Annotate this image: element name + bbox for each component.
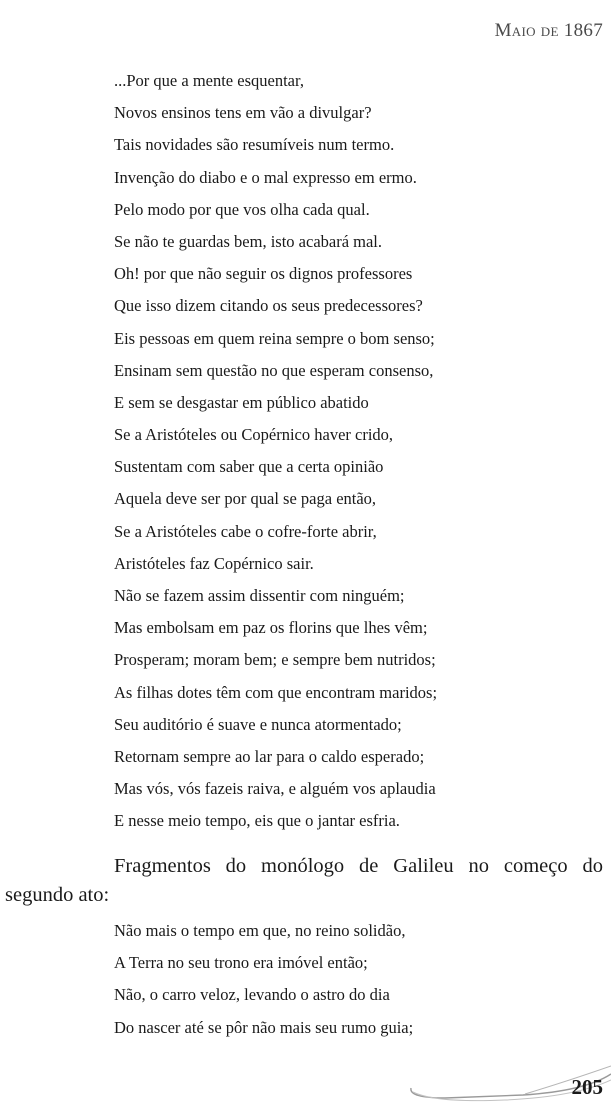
verse-line: Se não te guardas bem, isto acabará mal. [114,231,383,251]
verse-line: Não mais o tempo em que, no reino solidão, [114,921,406,940]
verse-line: Mas vós, vós fazeis raiva, e alguém vos aplaudia [114,779,436,799]
verse-line: As filhas dotes têm com que encontram maridos; [114,682,438,702]
verse-line: Que isso dizem citando os seus predecessores? [114,296,423,316]
verse-line: Aristóteles faz Copérnico sair. [114,553,314,573]
running-head: Maio de 1867 [494,20,603,41]
verse-line: A Terra no seu trono era imóvel então; [114,953,368,973]
verse-line: ...Por que a mente esquentar, [114,71,304,90]
verse-line: Pelo modo por que vos olha cada qual. [114,199,370,219]
verse-line: Oh! por que não seguir os dignos professores [114,264,413,284]
verse-line: Seu auditório é suave e nunca atormentado; [114,714,402,734]
verse-line: Tais novidades são resumíveis num termo. [114,135,395,155]
verse-line: Retornam sempre ao lar para o caldo esperado; [114,746,425,766]
verse-line: Invenção do diabo e o mal expresso em ermo. [114,167,417,187]
verse-block [114,65,437,838]
verse-line: Se a Aristóteles cabe o cofre-forte abrir, [114,521,377,541]
verse-block [114,915,413,1044]
verse-line: Não, o carro veloz, levando o astro do dia [114,985,390,1005]
verse-line: Eis pessoas em quem reina sempre o bom senso; [114,328,435,348]
page-number: 205 [571,1075,603,1099]
verse-line: Ensinam sem questão no que esperam consenso, [114,360,434,380]
verse-line: Novos ensinos tens em vão a divulgar? [114,103,372,123]
verse-line: Mas embolsam em paz os florins que lhes vêm; [114,618,428,638]
verse-line: Se a Aristóteles ou Copérnico haver crido, [114,425,394,445]
verse-line: E sem se desgastar em público abatido [114,392,369,412]
verse-line: Aquela deve ser por qual se paga então, [114,489,377,509]
verse-line: Sustentam com saber que a certa opinião [114,457,384,477]
verse-line: Prosperam; moram bem; e sempre bem nutridos; [114,650,436,670]
verse-line: E nesse meio tempo, eis que o jantar esfria. [114,811,400,831]
verse-line: Do nascer até se pôr não mais seu rumo guia; [114,1017,414,1037]
prose-paragraph: Fragmentos do monólogo de Galileu no começo do segundo ato: [5,855,603,906]
verse-line: Não se fazem assim dissentir com ninguém; [114,586,405,605]
